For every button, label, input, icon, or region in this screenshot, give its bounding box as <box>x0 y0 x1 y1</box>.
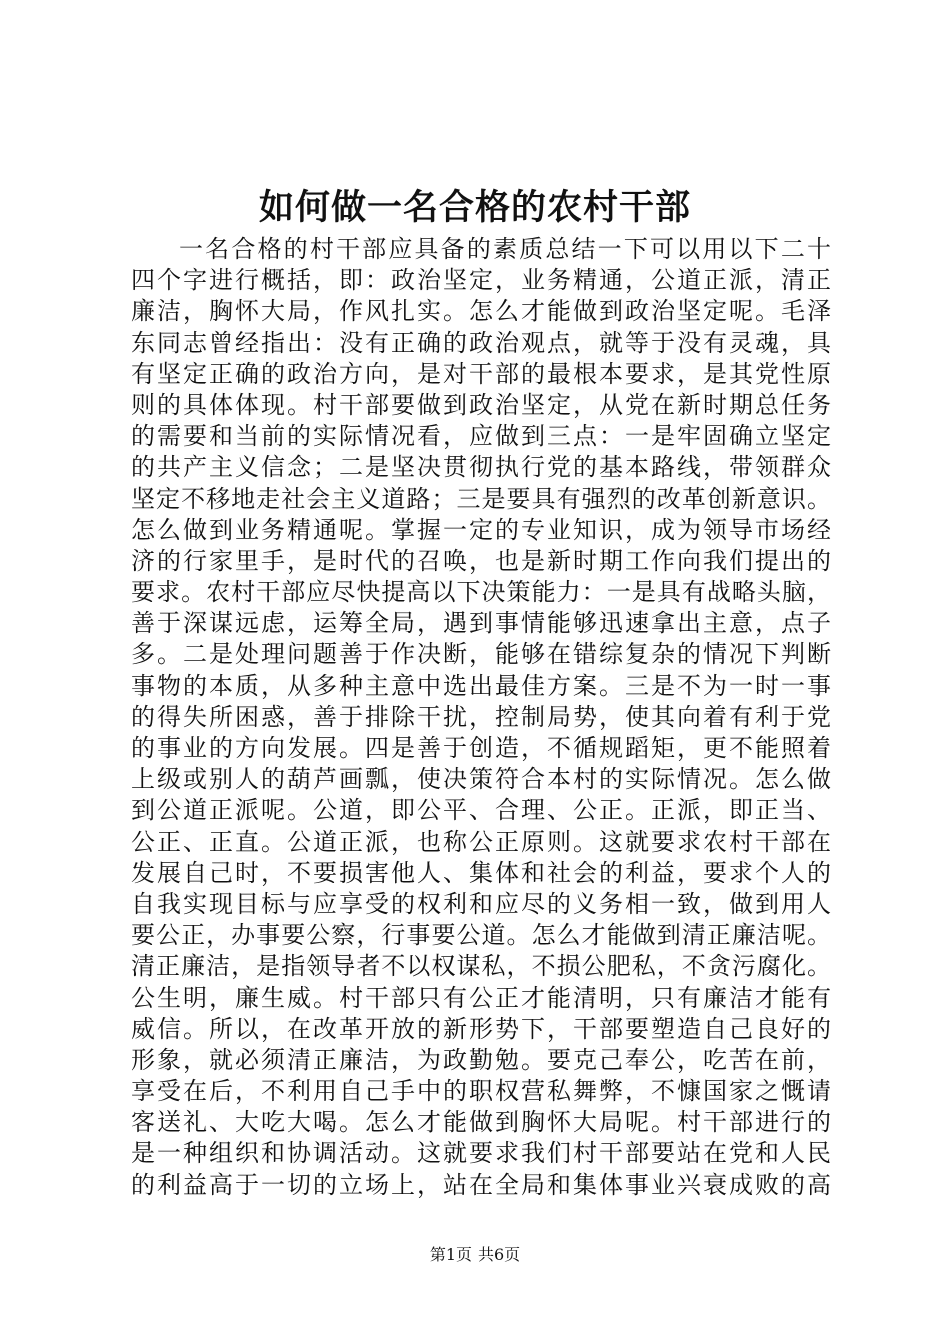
body-line: 上级或别人的葫芦画瓢，使决策符合本村的实际情况。怎么做 <box>131 765 831 794</box>
body-line: 事物的本质，从多种主意中选出最佳方案。三是不为一时一事 <box>131 671 831 700</box>
body-line: 是一种组织和协调活动。这就要求我们村干部要站在党和人民 <box>131 1139 831 1168</box>
body-line: 威信。所以，在改革开放的新形势下，干部要塑造自己良好的 <box>131 1014 831 1043</box>
body-line: 善于深谋远虑，运筹全局，遇到事情能够迅速拿出主意，点子 <box>131 609 831 638</box>
document-body <box>131 234 831 1201</box>
body-line: 的事业的方向发展。四是善于创造，不循规蹈矩，更不能照着 <box>131 734 831 762</box>
body-line: 到公道正派呢。公道，即公平、合理、公正。正派，即正当、 <box>131 796 831 825</box>
body-line: 有坚定正确的政治方向，是对干部的最根本要求，是其党性原 <box>131 359 831 388</box>
body-line: 一名合格的村干部应具备的素质总结一下可以用以下二十 <box>179 235 831 263</box>
body-line: 济的行家里手，是时代的召唤，也是新时期工作向我们提出的 <box>131 546 831 575</box>
body-line: 公正、正直。公道正派，也称公正原则。这就要求农村干部在 <box>131 827 831 856</box>
body-line: 廉洁，胸怀大局，作风扎实。怎么才能做到政治坚定呢。毛泽 <box>131 297 831 326</box>
body-line: 客送礼、大吃大喝。怎么才能做到胸怀大局呢。村干部进行的 <box>131 1108 831 1137</box>
body-line: 的利益高于一切的立场上，站在全局和集体事业兴衰成败的高 <box>131 1170 831 1199</box>
body-line: 则的具体体现。村干部要做到政治坚定，从党在新时期总任务 <box>131 390 831 419</box>
page-number-total: 共6页 <box>478 1245 521 1264</box>
body-line: 公生明，廉生威。村干部只有公正才能清明，只有廉洁才能有 <box>131 983 831 1012</box>
page-number-current: 第1页 <box>429 1245 472 1264</box>
body-line: 清正廉洁，是指领导者不以权谋私，不损公肥私，不贪污腐化。 <box>131 952 831 981</box>
document-title: 如何做一名合格的农村干部 <box>258 187 691 228</box>
body-line: 的共产主义信念；二是坚决贯彻执行党的基本路线，带领群众 <box>131 453 831 482</box>
body-line: 东同志曾经指出：没有正确的政治观点，就等于没有灵魂，具 <box>131 328 831 357</box>
body-line: 坚定不移地走社会主义道路；三是要具有强烈的改革创新意识。 <box>131 484 831 513</box>
body-line: 形象，就必须清正廉洁，为政勤勉。要克己奉公，吃苦在前， <box>131 1045 831 1074</box>
body-line: 要求。农村干部应尽快提高以下决策能力：一是具有战略头脑， <box>131 578 831 607</box>
body-line: 享受在后，不利用自己手中的职权营私舞弊，不慷国家之慨请 <box>131 1077 831 1106</box>
body-line: 发展自己时，不要损害他人、集体和社会的利益，要求个人的 <box>131 858 831 887</box>
body-line: 多。二是处理问题善于作决断，能够在错综复杂的情况下判断 <box>131 640 831 669</box>
body-line: 的需要和当前的实际情况看，应做到三点：一是牢固确立坚定 <box>131 422 831 451</box>
page-footer <box>0 1245 950 1265</box>
body-line: 怎么做到业务精通呢。掌握一定的专业知识，成为领导市场经 <box>131 515 831 544</box>
body-line: 四个字进行概括，即：政治坚定，业务精通，公道正派，清正 <box>131 266 831 295</box>
body-line: 要公正，办事要公察，行事要公道。怎么才能做到清正廉洁呢。 <box>131 921 831 950</box>
body-line: 自我实现目标与应享受的权利和应尽的义务相一致，做到用人 <box>131 889 831 918</box>
body-line: 的得失所困惑，善于排除干扰，控制局势，使其向着有利于党 <box>131 702 831 731</box>
